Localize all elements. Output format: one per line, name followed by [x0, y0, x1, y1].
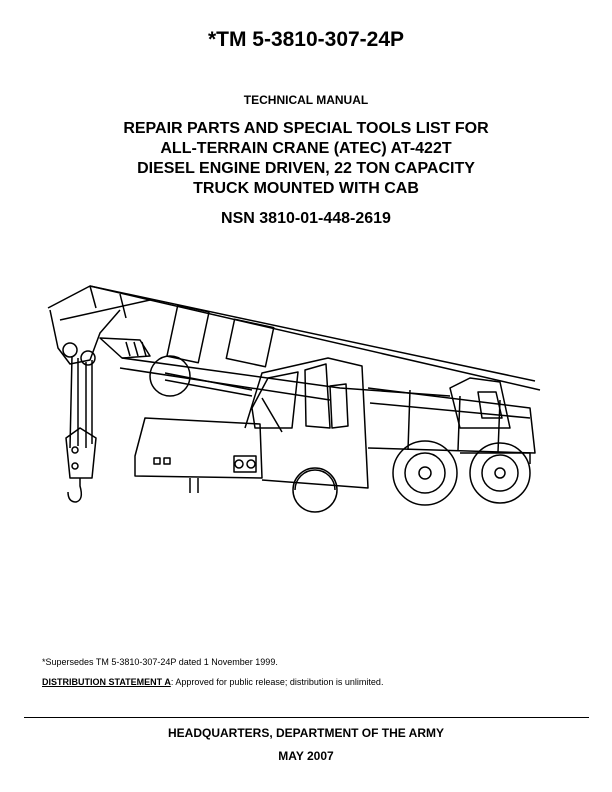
supersedes-note: *Supersedes TM 5-3810-307-24P dated 1 November 1999.	[42, 657, 278, 667]
title-line: DIESEL ENGINE DRIVEN, 22 TON CAPACITY	[137, 160, 475, 177]
nsn-number: NSN 3810-01-448-2619	[221, 210, 391, 227]
headquarters: HEADQUARTERS, DEPARTMENT OF THE ARMY	[168, 726, 444, 740]
manual-type: TECHNICAL MANUAL	[243, 93, 369, 107]
divider	[24, 717, 589, 718]
title-line: ALL-TERRAIN CRANE (ATEC) AT-422T	[160, 140, 452, 157]
title-line: REPAIR PARTS AND SPECIAL TOOLS LIST FOR	[123, 120, 489, 137]
crane-truck-illustration	[30, 278, 590, 528]
distribution-text: : Approved for public release; distribution is unlimited.	[170, 677, 384, 687]
tm-number: *TM 5-3810-307-24P	[207, 28, 405, 51]
document-title	[0, 119, 612, 199]
distribution-label: DISTRIBUTION STATEMENT A	[42, 677, 171, 687]
distribution-statement	[42, 677, 383, 687]
title-line: TRUCK MOUNTED WITH CAB	[193, 180, 419, 197]
publication-date: MAY 2007	[278, 749, 334, 763]
